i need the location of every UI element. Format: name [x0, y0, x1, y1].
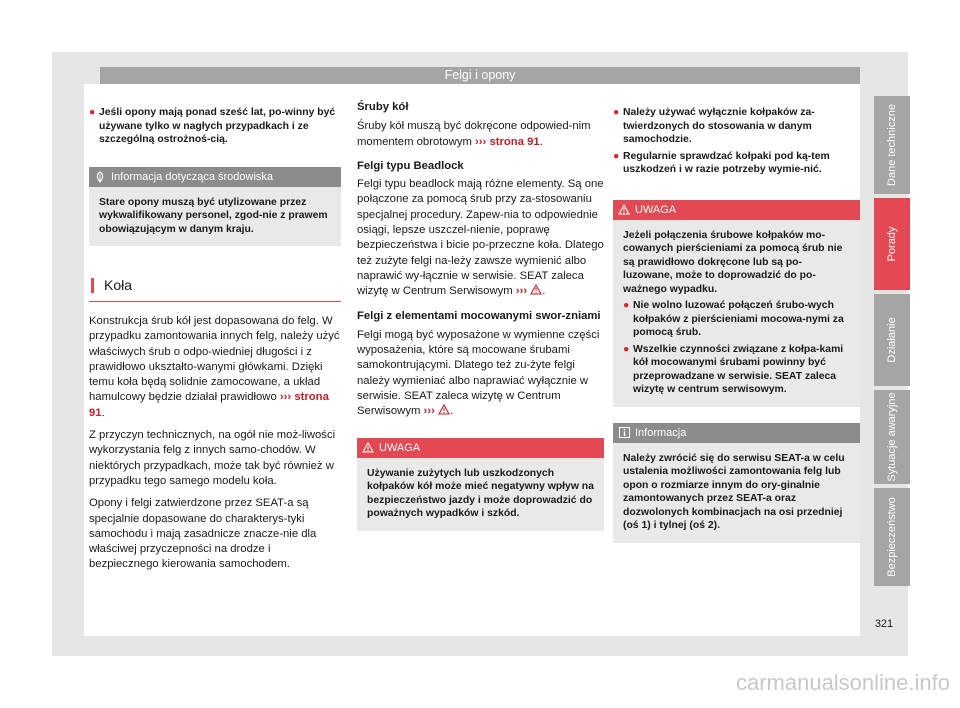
page-title: Felgi i opony [100, 67, 860, 84]
warning-box-header [357, 438, 604, 458]
info-box-title: Informacja [635, 426, 687, 439]
reference-arrows: ››› [475, 135, 487, 148]
warning-triangle-icon [613, 204, 635, 215]
section-marker [91, 278, 94, 293]
bullet-text: Wszelkie czynności związane z kołpa-kami kół mocowanymi śrubami powinny być przeprowadzane w serwisie. SEAT zaleca wizytę w centrum serwisowym. [633, 343, 844, 395]
warning-bullet-2 [623, 343, 850, 397]
bullet-text: Należy używać wyłącznie kołpaków za-twierdzonych do stosowania w danym samochodzie. [623, 107, 815, 145]
period: . [449, 405, 454, 418]
warning-triangle-icon [357, 442, 379, 453]
period: . [101, 406, 105, 419]
tab-dzialanie[interactable] [874, 294, 910, 386]
tab-label: Bezpieczeństwo [886, 497, 898, 577]
tab-dane-techniczne[interactable] [874, 96, 910, 194]
warning-box-text: Używanie zużytych lub uszkodzonych kołpaków kół może mieć negatywny wpływ na bezpieczeństwo jazdy i może doprowadzić do poważnych wypadków i szkód. [367, 467, 594, 520]
warning-triangle-icon[interactable] [530, 284, 542, 295]
warning-box-intro: Jeżeli połączenia śrubowe kołpaków mo-cowanych pierścieniami za pomocą śrub nie są prawidłowo dokręcone lub są po-luzowane, może to doprowadzić do po-ważnego wypadku. [623, 229, 843, 295]
paragraph-text: Śruby kół muszą być dokręcone odpowied-nim momentem obrotowym [357, 120, 591, 148]
reference-arrows: ››› [423, 405, 435, 418]
kola-paragraph-1 [89, 314, 341, 421]
heading-felgi-sworznie: Felgi z elementami mocowanymi swor-zniami [357, 309, 601, 322]
section-heading-kola [89, 277, 341, 302]
page-reference-link[interactable]: strona 91 [489, 135, 540, 148]
info-box-text: Należy zwrócić się do serwisu SEAT-a w celu ustalenia możliwości zamontowania felg lub opon o rozmiarze innym do ory-ginalnie zamontowanych przez SEAT-a oraz dozwolonych kombinacjach na osi przedniej (oś 1) i tylnej (oś 2). [623, 452, 845, 531]
bullet-text: Regularnie sprawdzać kołpaki pod ką-tem uszkodzeń i w razie potrzeby wymie-nić. [623, 150, 830, 175]
tire-age-warning [89, 106, 341, 147]
bullet-icon: ● [623, 343, 630, 355]
environment-box-body [89, 187, 341, 247]
heading-beadlock: Felgi typu Beadlock [357, 159, 464, 172]
paragraph-text: Felgi typu beadlock mają różne elementy. Są one połączone za pomocą śrub przy za-stosowaniu specjalnej procedury. Zapew-nia to odpowiednie osiągi, lepsze uszczel-nienie, poprawę bezpieczeństwa i bicie po-przeczne koła. Dlatego też zużyte felgi na-leży zawsze wymienić albo naprawić wy-łącznie w serwisie. SEAT zaleca wizytę w Centrum Serwisowym [357, 178, 604, 298]
environment-box-header [89, 167, 341, 187]
tab-label: Działanie [886, 317, 898, 363]
kola-paragraph-3: Opony i felgi zatwierdzone przez SEAT-a są specjalnie dopasowane do charakterys-tyki samochodu i mają zasadnicze znacze-nie dla właściwej przyczepności na drodze i bezpiecznego kierowania samochodem. [89, 497, 317, 571]
paragraph-text: Konstrukcja śrub kół jest dopasowana do felg. W przypadku zamontowania innych felg, należy użyć właściwych śrub o odpo-wiedniej długości i z prawidłowo ukształto-wanymi główkami. Dzięki temu koła będą solidnie zamocowane, a układ hamulcowy będzie działał prawidłowo [89, 315, 340, 404]
tab-label: Dane techniczne [886, 104, 898, 186]
hubcap-warning-box [357, 438, 604, 531]
tab-sytuacje-awaryjne[interactable] [874, 390, 910, 484]
bullet-text: Nie wolno luzować połączeń śrubo-wych kołpaków z pierścieniami mocowa-nymi za pomocą śrub. [633, 300, 844, 338]
leaf-icon [89, 171, 111, 183]
watermark: carmanualsonline.info [735, 670, 950, 695]
warning-box-title: UWAGA [379, 441, 421, 454]
tire-age-warning-text: Jeśli opony mają ponad sześć lat, po-winny być używane tylko w nagłych przypadkach i ze szczególną ostrożnoś-cią. [99, 107, 336, 145]
page-reference-link[interactable]: strona 91 [89, 391, 329, 419]
period: . [539, 135, 543, 148]
info-box-body [613, 443, 860, 543]
info-box-header [613, 423, 860, 443]
bullet-icon: ● [613, 107, 620, 118]
column-3 [613, 84, 860, 543]
hubcap-approved-bullet [613, 106, 860, 147]
warning-box-title: UWAGA [635, 203, 677, 216]
environment-info-box [89, 167, 341, 247]
warning-box-body [613, 220, 860, 407]
info-icon [613, 427, 635, 438]
reference-arrows: ››› [515, 285, 528, 298]
bullet-icon: ● [89, 107, 96, 118]
bullet-icon: ● [613, 150, 620, 162]
column-2 [357, 84, 604, 531]
hubcap-check-bullet [613, 150, 860, 177]
tab-label: Sytuacje awaryjne [886, 392, 898, 482]
content-area [84, 84, 860, 636]
reference-arrows: ››› [279, 391, 292, 404]
section-title: Koła [104, 277, 133, 293]
column-1 [89, 84, 341, 573]
bullet-icon: ● [623, 300, 630, 311]
rim-info-box [613, 423, 860, 543]
bolted-hubcap-warning-box [613, 200, 860, 407]
page-number: 321 [874, 618, 894, 630]
tab-porady[interactable] [874, 198, 910, 290]
tab-bezpieczenstwo[interactable] [874, 488, 910, 586]
heading-sruby-kol: Śruby kół [357, 101, 409, 113]
beadlock-paragraph [357, 177, 604, 299]
warning-bullet-1 [623, 299, 850, 340]
tab-label: Porady [886, 226, 898, 262]
environment-box-title: Informacja dotycząca środowiska [111, 170, 274, 183]
warning-triangle-icon[interactable] [438, 404, 450, 415]
paragraph-text: Felgi mogą być wyposażone w wymienne części wyposażenia, które są mocowane śrubami samokontrującymi. Dlatego też zu-żyte felgi należy wymieniać albo naprawiać wyłącznie w serwisie. SEAT zaleca wizytę w Centrum Serwisowym [357, 328, 600, 418]
sruby-paragraph [357, 119, 604, 150]
period: . [542, 285, 546, 298]
warning-box-header [613, 200, 860, 220]
kola-paragraph-2: Z przyczyn technicznych, na ogół nie moż-liwości wykorzystania felg z innych samo-chodów. W niektórych przypadkach, może tak być również w przypadku tego samego modelu koła. [89, 429, 336, 487]
sworznie-paragraph [357, 328, 604, 420]
warning-box-body [357, 458, 604, 531]
environment-box-text: Stare opony muszą być utylizowane przez wykwalifikowany personel, zgod-nie z prawem obowiązującym w danym kraju. [99, 196, 328, 235]
